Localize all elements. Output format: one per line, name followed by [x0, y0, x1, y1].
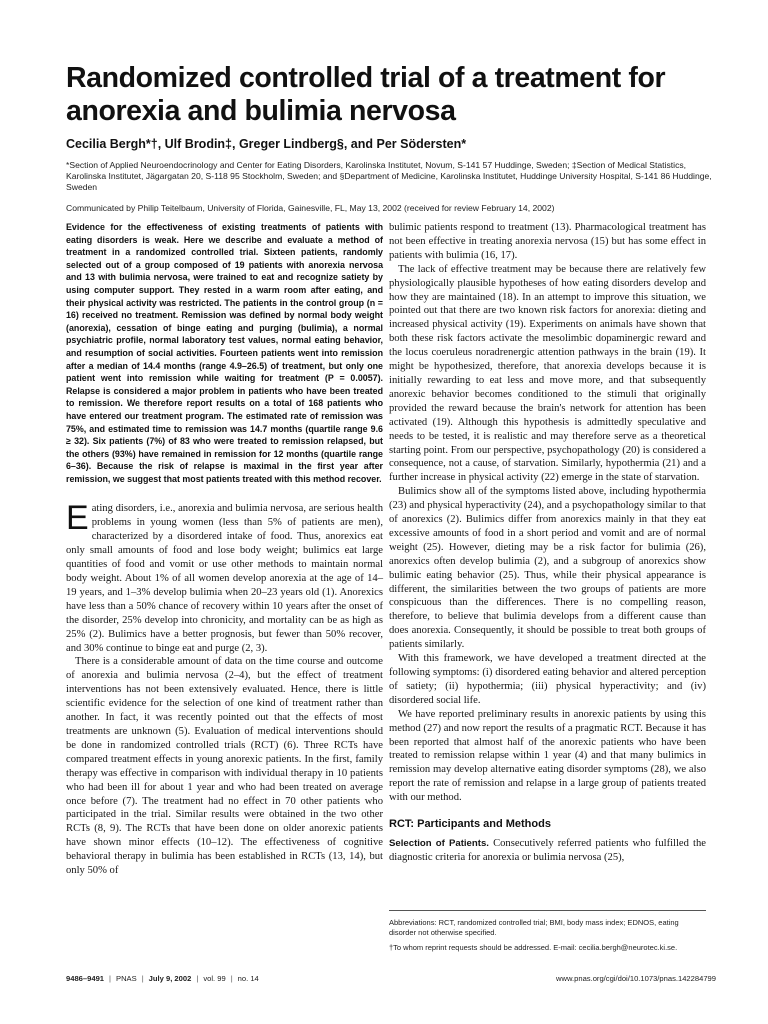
- journal-name: PNAS: [116, 974, 137, 983]
- subsection-heading: Selection of Patients.: [389, 838, 489, 850]
- affiliations: *Section of Applied Neuroendocrinology and Center for Eating Disorders, Karolinska Institutet, Novum, S-141 57 Huddinge, Sweden; ‡Section of Medical Statistics, Karolinska Institutet, Jägargatan 20, S-118 95 Stockholm, Sweden; and §Department of Medicine, Karolinska Institutet, Huddinge University Hospital, S-141 86 Huddinge, Sweden: [66, 160, 712, 192]
- footer-separator: |: [196, 974, 199, 983]
- body-paragraph-5: We have reported preliminary results in anorexic patients by using this method (27) and now report the results of a pragmatic RCT. Because it has been reported that almost half of the anorexic patients who have been treated to remission relapse within 1 year (4) and that many bulimics in remission may develop alternative eating disorder symptoms (28), we also report the rate of remission and relapse in a large group of patients treated with our method.: [389, 708, 706, 804]
- footer-separator: |: [109, 974, 111, 983]
- body-paragraph-4: With this framework, we have developed a treatment directed at the following symptoms: (i) disordered eating behavior and altered perception of satiety; (ii) hypothermia; (iii) physical hyperactivity; and (iv) disordered social life.: [389, 653, 706, 706]
- left-column: [66, 221, 383, 878]
- author-list: Cecilia Bergh*†, Ulf Brodin‡, Greger Lindberg§, and Per Södersten*: [66, 137, 467, 151]
- section-heading: RCT: Participants and Methods: [389, 818, 551, 831]
- footer-separator: |: [141, 974, 144, 983]
- volume: vol. 99: [203, 974, 226, 983]
- intro-paragraph-1: ating disorders, i.e., anorexia and bulimia nervosa, are serious health problems in young women (less than 5% of patients are men), characterized by a disordered intake of food. Thus, anorexics eat only small amounts of food and lose body weight; bulimics eat large quantities of food and vomit or use other methods to maintain normal body weight. About 1% of all women develop anorexia at the age of 14–19 years, and 1–3% develop bulimia when 20–23 years old (1). Anorexics have less than a 50% chance of recovery within 10 years after the onset of the disorder, 25% develop into chronicity, and mortality can be as high as 25% (2). Bulimics have a better prognosis, but fewer than 50% recover, and 30% continue to binge eat and purge (2, 3).: [66, 503, 383, 654]
- paper-title: Randomized controlled trial of a treatment for anorexia and bulimia nervosa: [66, 62, 666, 127]
- page-footer: [66, 972, 716, 986]
- page-range: 9486–9491: [66, 974, 105, 983]
- body-paragraph-1: bulimic patients respond to treatment (13). Pharmacological treatment has not been effective in treating anorexia nervosa (15) but has some effect in patients with bulimia (16, 17).: [389, 222, 706, 261]
- methods-text: Consecutively referred patients who fulfilled the diagnostic criteria for anorexia or bulimia nervosa (25),: [389, 838, 706, 863]
- body-paragraph-3: Bulimics show all of the symptoms listed above, including hypothermia (23) and physical hyperactivity (24), and a psychopathology similar to that of anorexics (2). Bulimics differ from anorexics mainly in that they eat excessive amounts of food in a short period and vomit and are of normal weight (25). However, dieting may be a risk factor for bulimia (26), anorexics often develop bulimia (2), and a subgroup of anorexics show bulimic eating behavior (25). Thus, while their physical appearance is different, the similarities between the two groups of patients are more conspicuous than the differences. There is no compelling reason, therefore, to believe that bulimia develops from a different cause than does anorexia. Consequently, it should be possible to treat both groups of patients similarly.: [389, 486, 706, 651]
- footer-citation: [66, 972, 259, 986]
- right-column: [389, 221, 706, 865]
- doi-link[interactable]: www.pnas.org/cgi/doi/10.1073/pnas.142284799: [555, 974, 716, 983]
- communicated-by: Communicated by Philip Teitelbaum, University of Florida, Gainesville, FL, May 13, 2002 (received for review February 14, 2002): [66, 203, 555, 213]
- introduction: [66, 499, 383, 877]
- issue-number: no. 14: [237, 974, 259, 983]
- footer-separator: |: [230, 974, 233, 983]
- issue-date: July 9, 2002: [148, 974, 192, 983]
- abstract: Evidence for the effectiveness of existing treatments of patients with eating disorders is weak. Here we describe and evaluate a method of treatment in a randomized controlled trial. Sixteen patients, randomly selected out of a group composed of 19 patients with anorexia nervosa and 13 with bulimia nervosa, were trained to eat and recognize satiety by using computer support. They rested in a warm room after eating, and their physical activity was restricted. The patients in the control group (n = 16) received no treatment. Remission was defined by normal body weight (anorexia), cessation of binge eating and purging (bulimia), a normal psychiatric profile, normal laboratory test values, normal eating behavior, and resumption of social activities. Fourteen patients went into remission after a median of 14.4 months (range 4.9–26.5) of treatment, but only one patient went into remission while waiting for treatment (P = 0.0057). Relapse is considered a major problem in patients who have been treated to remission. We therefore report results on a total of 168 patients who have entered our treatment program. The estimated rate of remission was 75%, and estimated time to remission was 14.7 months (quartile range 9.6 ≥ 32). Six patients (7%) of 83 who were treated to remission relapsed, but the others (93%) have remained in remission for 12 months (quartile range 6–36). Because the risk of relapse is maximal in the first year after remission, we suggest that most patients treated with this method recover.: [66, 222, 383, 484]
- abbreviations-footnote: Abbreviations: RCT, randomized controlled trial; BMI, body mass index; EDNOS, eating disorder not otherwise specified.: [389, 918, 679, 937]
- intro-paragraph-2: There is a considerable amount of data on the time course and outcome of anorexia and bulimia nervosa (2–4), but the effect of treatment interventions has not been extensively evaluated. Hence, there is little scientific evidence for the selection of one kind of treatment rather than another. In fact, it was recently pointed out that the effects of most treatments are unknown (5). Evaluation of medical interventions should be done in randomized controlled trials (RCT) (6). Three RCTs have compared treatment effects in young anorexic patients. In the first, family therapy was effective in comparison with individual therapy in 10 patients who had been ill for about 1 year and who had been treated on average once before (7). The treatment had no effect in 70 other patients who participated in the trial. Similar results were obtained in the two other RCTs (8, 9). The RCTs that have been done on older anorexic patients have shown minor effects (10–12). The effectiveness of cognitive behavioral therapy in bulimia has been established in RCTs (13, 14), but only 50% of: [66, 656, 383, 877]
- footnotes: [389, 910, 706, 958]
- methods-paragraph: [389, 837, 706, 865]
- reprint-footnote: †To whom reprint requests should be addressed. E-mail: cecilia.bergh@neurotec.ki.se.: [389, 943, 678, 952]
- drop-cap: E: [66, 499, 89, 538]
- body-paragraph-2: The lack of effective treatment may be because there are relatively few physiologically plausible hypotheses of how eating disorders develop and how they are maintained (18). In an attempt to improve this situation, we pointed out that there are two known risk factors for anorexia: dieting and increased physical activity (19). Experiments on animals have shown that both these risk factors activate the mesolimbic dopaminergic reward and the locus coeruleus noradrenergic attention pathways in the brain (19). It might be hypothesized, therefore, that anorexia develops because it is initially rewarding to eat less and move more, and that subsequently anorexic behavior becomes conditioned to the stimuli that originally provided the reward because the brain's network for attention has been activated (19). Although this hypothesis is admittedly speculative and needs to be tested, it is realistic and may therefore serve as a theoretical starting point. From our perspective, psychopathology (20) is considered a consequence, not a cause, of starvation. Similarly, hypothermia (21) and a further increase in physical activity (22) emerge in the state of starvation.: [389, 263, 706, 484]
